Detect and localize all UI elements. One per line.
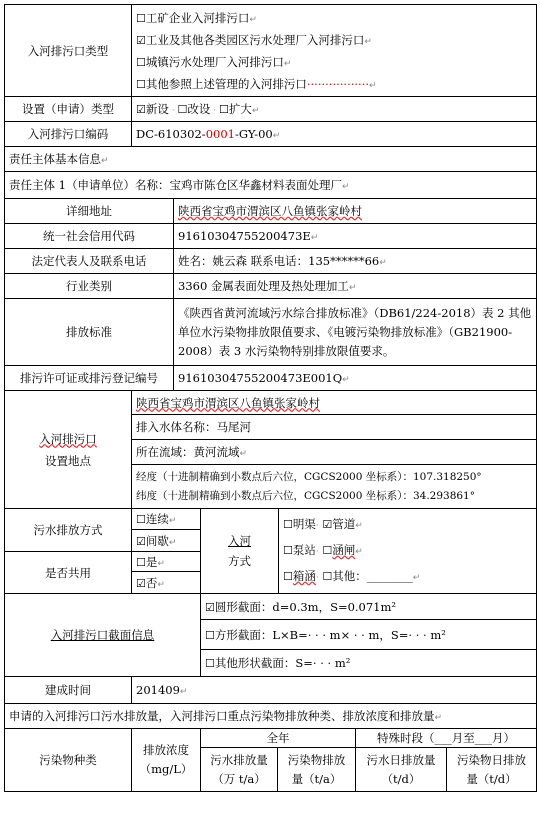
col-wastewater-daily [356, 748, 447, 792]
outfall-code-value: DC-610302-0001-GY-00↵ [132, 122, 537, 147]
cross-section-option[interactable] [201, 650, 537, 677]
discharge-table [4, 508, 537, 594]
col-header-line2: （万 t/a） [212, 771, 266, 786]
option-label: 方形截面：L×B=· · · m× · · m，S=· · · m² [214, 627, 446, 642]
option-label: 其他： [332, 569, 367, 583]
entry-mode-options: ☐明渠· ☑管道↵ ☐泵站· ☐涵闸↵ ☐箱涵· ☐其他：________↵ [279, 509, 537, 594]
permit-value: 91610304755200473E001Q↵ [174, 366, 537, 391]
coordinates [132, 465, 537, 509]
address-text: 陕西省宝鸡市渭滨区八鱼镇张家岭村 [178, 204, 362, 218]
pollutant-heading: 申请的入河排污口污水排放量，入河排污口重点污染物排放种类、排放浓度和排放量↵ [5, 704, 537, 729]
discharge-mode-label: 污水排放方式 [5, 509, 132, 552]
option-label: 连续 [145, 512, 169, 526]
longitude: 经度（十进制精确到小数点后六位，CGCS2000 坐标系）：107.318250° [136, 470, 482, 483]
checkbox-icon[interactable]: ☑ [322, 518, 333, 531]
checkbox-icon[interactable]: ☐ [283, 570, 293, 583]
option-label: 工矿企业入河排污口 [145, 10, 250, 25]
entry-option[interactable] [322, 517, 355, 531]
setup-option[interactable] [177, 102, 210, 116]
option-label: 工业及其他各类园区污水处理厂入河排污口 [145, 32, 365, 47]
standard-value: 《陕西省黄河流域污水综合排放标准》（DB61/224-2018）表 2 其他单位水污染物排放限值要求、《电镀污染物排放标准》（GB21900-2008）表 3 水污染物特别排放限值要求。 [174, 299, 537, 366]
col-header-line1: 污染物排放 [287, 752, 346, 767]
col-header-line2: 量（t/d） [466, 771, 517, 786]
checkbox-icon[interactable]: ☐ [283, 544, 293, 557]
checkbox-icon[interactable]: ☐ [136, 555, 146, 569]
pollutant-table [4, 728, 537, 792]
group-year: 全年 [201, 729, 356, 748]
option-label: 城镇污水处理厂入河排污口 [145, 54, 284, 69]
col-header-line1: 污水日排放量 [366, 752, 436, 767]
checkbox-icon[interactable]: ☐ [177, 103, 188, 116]
setup-type-label: 设置（申请）类型 [5, 97, 132, 122]
address-label: 详细地址 [5, 199, 174, 224]
outfall-type-option[interactable]: ☐城镇污水处理厂入河排污口↵ [136, 54, 292, 69]
location-label-line1: 入河排污口 [39, 431, 97, 446]
option-label: 涵闸 [332, 543, 356, 557]
group-special-period: 特殊时段（___月至___月） [356, 729, 537, 748]
entry-option[interactable] [283, 569, 316, 583]
shared-option[interactable]: ☑否↵ [132, 572, 201, 594]
col-pollutant-annual [278, 748, 356, 792]
build-time-label: 建成时间 [5, 677, 132, 704]
code-prefix: DC-610302- [136, 127, 206, 141]
col-concentration [132, 729, 201, 792]
option-label: 是 [145, 554, 158, 569]
code-highlight: 0001 [205, 127, 235, 141]
permit-label: 排污许可证或排污登记编号 [5, 366, 174, 391]
option-label: 明渠 [292, 517, 316, 531]
permit-text: 91610304755200473E001Q [178, 371, 343, 385]
option-label: 否 [145, 575, 158, 590]
build-time-value: 201409↵ [132, 677, 537, 704]
cross-section-option[interactable] [201, 620, 537, 650]
col-concentration-line2: （mg/L） [139, 762, 193, 776]
checkbox-icon[interactable]: ☐ [205, 628, 215, 642]
checkbox-icon[interactable]: ☐ [136, 11, 146, 25]
col-wastewater-annual [201, 748, 278, 792]
checkbox-icon[interactable]: ☐ [283, 518, 293, 531]
build-time-text: 201409 [136, 683, 180, 697]
code-suffix: -GY-00 [234, 127, 273, 141]
entry-label-line2: 方式 [228, 554, 251, 568]
outfall-type-option[interactable]: ☑工业及其他各类园区污水处理厂入河排污口↵ [136, 32, 372, 47]
location-label [5, 391, 132, 509]
option-label: 泵站 [292, 543, 316, 557]
location-address-text: 陕西省宝鸡市渭滨区八鱼镇张家岭村 [136, 395, 320, 410]
option-label: 圆形截面：d=0.3m，S=0.071m² [214, 599, 397, 614]
application-form [4, 4, 536, 792]
cross-section-table [4, 593, 537, 677]
location-label-line2: 设置地点 [45, 453, 91, 468]
entity-heading: 责任主体 1（申请单位）名称：宝鸡市陈仓区华鑫材料表面处理厂↵ [5, 172, 537, 199]
option-label: 间歇 [145, 533, 169, 548]
location-table [4, 390, 537, 509]
col-header-line1: 污水排放量 [210, 752, 268, 767]
checkbox-icon[interactable]: ☐ [205, 657, 215, 670]
legal-rep-label: 法定代表人及联系电话 [5, 249, 174, 274]
option-label: 改设 [187, 102, 211, 116]
section-basic-info: 责任主体基本信息↵ [5, 147, 537, 172]
checkbox-icon[interactable]: ☐ [218, 103, 229, 116]
discharge-mode-option[interactable]: ☑间歇↵ [132, 530, 201, 552]
shared-label: 是否共用 [5, 552, 132, 594]
cross-section-label-text: 入河排污口截面信息 [50, 628, 155, 642]
latitude: 纬度（十进制精确到小数点后六位，CGCS2000 坐标系）：34.293861° [136, 489, 475, 502]
address-value [174, 199, 537, 224]
other-fill-dots: ················· [306, 76, 370, 91]
outfall-type-option[interactable]: ☐工矿企业入河排污口↵ [136, 10, 257, 25]
entity-name: 责任主体 1（申请单位）名称：宝鸡市陈仓区华鑫材料表面处理厂 [9, 178, 342, 192]
shared-option[interactable]: ☐是↵ [132, 552, 201, 572]
entry-label-line1: 入河 [228, 534, 251, 548]
industry-value: 3360 金属表面处理及热处理加工↵ [174, 274, 537, 299]
form-table-main [4, 4, 537, 199]
outfall-type-label: 入河排污口类型 [5, 5, 132, 97]
entity-detail-table [4, 198, 537, 391]
checkbox-icon[interactable]: ☑ [136, 534, 146, 548]
option-label: 管道 [332, 517, 356, 531]
cross-section-option[interactable] [201, 594, 537, 620]
col-header-line1: 污染物日排放 [457, 752, 526, 767]
standard-label: 排放标准 [5, 299, 174, 366]
legal-rep-text: 姓名：姚云森 联系电话：135******66 [178, 254, 380, 268]
checkbox-icon[interactable]: ☑ [136, 103, 146, 116]
setup-type-options: ☑新设 · ☐改设 · ☐扩大↵ [132, 97, 537, 122]
outfall-code-label: 入河排污口编码 [5, 122, 132, 147]
checkbox-icon[interactable]: ☐ [136, 513, 146, 526]
cross-section-label [5, 594, 201, 677]
industry-text: 3360 金属表面处理及热处理加工 [178, 279, 349, 293]
entry-mode-label [201, 509, 279, 594]
setup-option[interactable] [136, 102, 169, 116]
option-label: 其他形状截面：S=· · · m² [214, 656, 351, 670]
option-label: 箱涵 [292, 569, 316, 583]
checkbox-icon[interactable]: ☑ [205, 600, 215, 614]
checkbox-icon[interactable]: ☐ [322, 544, 333, 557]
col-header-line2: （t/d） [381, 771, 421, 786]
checkbox-icon[interactable]: ☑ [136, 576, 146, 590]
outfall-type-options [132, 5, 537, 97]
section-title: 责任主体基本信息 [9, 152, 101, 166]
basin-text: 所在流域：黄河流域 [136, 445, 240, 459]
entry-option[interactable] [283, 517, 316, 531]
entry-option[interactable] [283, 543, 316, 557]
credit-code-value: 91610304755200473E↵ [174, 224, 537, 249]
entry-option[interactable] [322, 569, 366, 583]
water-body-text: 排入水体名称：马尾河 [136, 420, 251, 434]
industry-label: 行业类别 [5, 274, 174, 299]
basin: 所在流域：黄河流域↵ [132, 440, 537, 465]
pollutant-heading-text: 申请的入河排污口污水排放量，入河排污口重点污染物排放种类、排放浓度和排放量 [9, 709, 435, 723]
setup-option[interactable] [219, 102, 252, 116]
col-header-line2: 量（t/a） [291, 771, 342, 786]
option-label: 扩大 [228, 102, 252, 116]
location-address [132, 391, 537, 415]
outfall-type-option[interactable]: ☐其他参照上述管理的入河排污口·················↵ [136, 76, 377, 91]
col-concentration-line1: 排放浓度 [143, 743, 189, 757]
other-entry-blank[interactable]: ________ [366, 569, 413, 583]
col-pollutant-type: 污染物种类 [5, 729, 132, 792]
water-body [132, 415, 537, 440]
checkbox-icon[interactable]: ☐ [322, 570, 333, 583]
credit-code-label: 统一社会信用代码 [5, 224, 174, 249]
build-time-table [4, 676, 537, 729]
checkbox-icon[interactable]: ☐ [136, 77, 146, 91]
option-label: 其他参照上述管理的入河排污口 [145, 76, 307, 91]
checkbox-icon[interactable]: ☐ [136, 55, 146, 69]
col-pollutant-daily [447, 748, 537, 792]
credit-code-text: 91610304755200473E [178, 229, 311, 243]
legal-rep-value: 姓名：姚云森 联系电话：135******66↵ [174, 249, 537, 274]
discharge-mode-option[interactable]: ☐连续↵ [132, 509, 201, 530]
checkbox-icon[interactable]: ☑ [136, 33, 146, 47]
entry-option[interactable] [322, 543, 355, 557]
option-label: 新设 [145, 102, 169, 116]
